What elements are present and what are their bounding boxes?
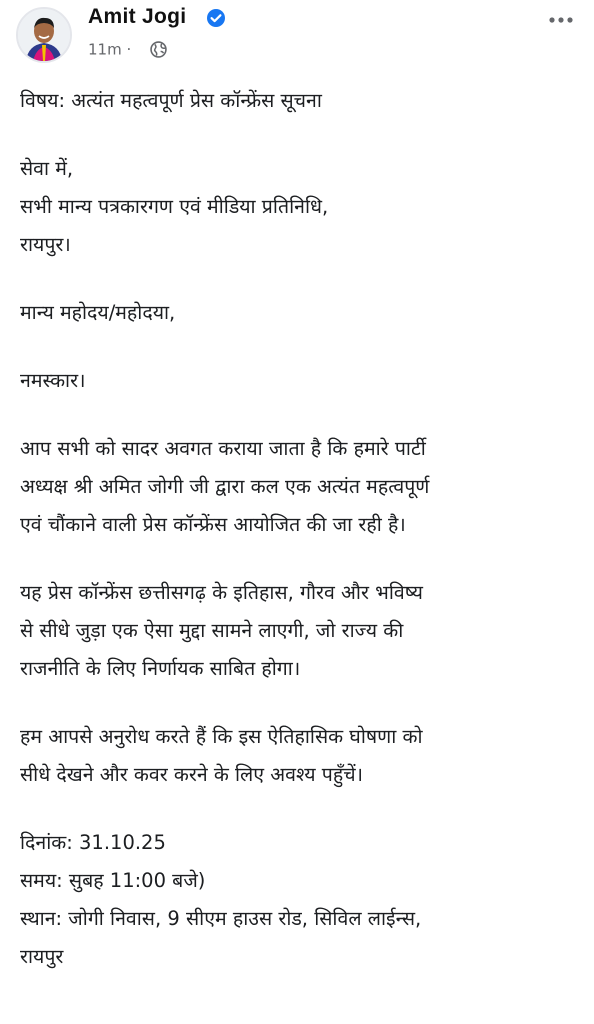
paragraph-line: राजनीति के लिए निर्णायक साबित होगा। — [20, 657, 301, 680]
post-body — [20, 82, 580, 1006]
addressee-line: सभी मान्य पत्रकारगण एवं मीडिया प्रतिनिधि, — [20, 195, 329, 218]
author-name[interactable]: Amit Jogi — [88, 5, 187, 28]
paragraph-line: आप सभी को सादर अवगत कराया जाता है कि हमारे पार्टी — [20, 437, 426, 460]
post-timestamp[interactable]: 11m — [88, 40, 122, 59]
event-date: दिनांक: 31.10.25 — [20, 831, 166, 854]
paragraph-line: सीधे देखने और कवर करने के लिए अवश्य पहुँचें। — [20, 763, 364, 786]
subject-line — [20, 82, 580, 120]
addressee-block — [20, 150, 580, 264]
event-time: समय: सुबह 11:00 बजे) — [20, 869, 206, 892]
paragraph-line: से सीधे जुड़ा एक ऐसा मुद्दा सामने लाएगी, जो राज्य की — [20, 619, 404, 642]
more-options-icon[interactable] — [548, 10, 574, 30]
paragraph-line: एवं चौंकाने वाली प्रेस कॉन्फ्रेंस आयोजित की जा रही है। — [20, 513, 406, 536]
event-venue-city: रायपुर — [20, 945, 64, 968]
paragraph-line: यह प्रेस कॉन्फ्रेंस छत्तीसगढ़ के इतिहास, गौरव और भविष्य — [20, 581, 423, 604]
addressee-line: सेवा में, — [20, 157, 74, 180]
announcement-paragraph — [20, 430, 580, 544]
post-header — [0, 0, 594, 70]
addressee-line: रायपुर। — [20, 233, 71, 256]
verified-badge-icon — [206, 8, 226, 28]
salutation — [20, 294, 580, 332]
globe-icon[interactable] — [150, 41, 167, 58]
greeting — [20, 362, 580, 400]
significance-paragraph — [20, 574, 580, 688]
post-meta — [88, 40, 131, 59]
event-venue: स्थान: जोगी निवास, 9 सीएम हाउस रोड, सिविल लाईन्स, — [20, 907, 422, 930]
subject-text: विषय: अत्यंत महत्वपूर्ण प्रेस कॉन्फ्रेंस सूचना — [20, 89, 322, 112]
meta-separator: · — [126, 40, 132, 59]
avatar-portrait-icon — [18, 9, 70, 61]
paragraph-line: हम आपसे अनुरोध करते हैं कि इस ऐतिहासिक घोषणा को — [20, 725, 423, 748]
salutation-text: मान्य महोदय/महोदया, — [20, 301, 176, 324]
event-details — [20, 824, 580, 976]
author-avatar[interactable] — [16, 7, 72, 63]
paragraph-line: अध्यक्ष श्री अमित जोगी जी द्वारा कल एक अत्यंत महत्वपूर्ण — [20, 475, 430, 498]
request-paragraph — [20, 718, 580, 794]
greeting-text: नमस्कार। — [20, 369, 86, 392]
